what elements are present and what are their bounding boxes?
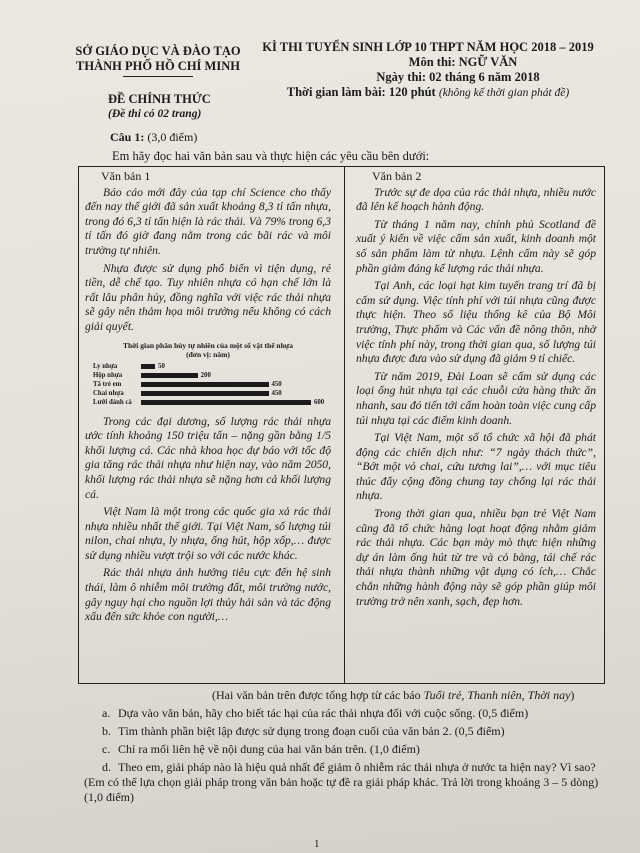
text-2-paragraph-2: Từ tháng 1 năm nay, chính phủ Scotland đề xuất ý kiến về việc cấm sản xuất, kinh doanh một số sản phẩm làm từ nhựa. Lệnh cấm này sẽ góp phần giảm đáng kể lượng rác thải nhựa. [356, 217, 596, 275]
question-1-label: Câu 1: [110, 130, 145, 144]
chart-category-label: Hộp nhựa [93, 371, 123, 379]
chart-row [85, 389, 331, 398]
text-2-paragraph-4: Từ năm 2019, Đài Loan sẽ cấm sử dụng các loại ống hút nhựa tại các chuỗi cửa hàng thức ăn nhanh, sau đó tiến tới cấm hoàn toàn việc cung cấp túi nhựa tại các điểm kinh doanh. [356, 369, 596, 427]
task-c-text: Chỉ ra mối liên hệ về nội dung của hai văn bản trên. (1,0 điểm) [118, 742, 420, 756]
chart-bar [141, 382, 269, 387]
source-suffix: ) [570, 688, 575, 702]
pages-note: (Đề thi có 02 trang) [108, 108, 202, 120]
task-a-letter: a. [102, 706, 111, 720]
exam-duration-note: (không kể thời gian phát đề) [438, 87, 570, 99]
decomposition-chart [85, 341, 331, 407]
page-number: 1 [314, 838, 320, 850]
department-line-1: SỞ GIÁO DỤC VÀ ĐÀO TẠO [75, 44, 241, 58]
task-d-letter: d. [102, 760, 111, 774]
task-b-text: Tìm thành phần biệt lập được sử dụng trong đoạn cuối của văn bản 2. (0,5 điểm) [118, 724, 505, 738]
chart-bar [141, 400, 311, 405]
task-d [84, 760, 604, 805]
question-1-intro: Em hãy đọc hai văn bản sau và thực hiện các yêu cầu bên dưới: [112, 149, 430, 163]
chart-bar [141, 373, 198, 378]
chart-value-label: 50 [158, 362, 165, 370]
text-2-paragraph-6: Trong thời gian qua, nhiều bạn trẻ Việt Nam cũng đã tổ chức hàng loạt hoạt động nhằm giảm rác thải nhựa. Các bạn mày mò thực hiện những dự án làm ống hút từ tre và cỏ bàng, tái chế rác thải nhựa thành những vật dụng có ích,… Chắc chắn những hành động này sẽ góp phần giúp môi trường trở nên xanh, sạch, đẹp hơn. [356, 507, 596, 608]
task-b-letter: b. [102, 724, 111, 738]
source-prefix: (Hai văn bản trên được tổng hợp từ các báo [212, 688, 424, 702]
chart-bar [141, 391, 269, 396]
task-c [102, 742, 420, 757]
text-1-paragraph-4: Việt Nam là một trong các quốc gia xả rác thải nhựa nhiều nhất thế giới. Tại Việt Nam, số lượng túi nilon, chai nhựa, ly nhựa, ống hút, hộp xốp,… được sử dụng nhiều vượt trội so với các nước khác. [85, 505, 331, 562]
text-1-heading: Văn bản 1 [101, 169, 151, 183]
chart-bars [85, 362, 331, 407]
source-papers: Tuổi trẻ, Thanh niên, Thời nay [423, 688, 571, 702]
department-line-2: THÀNH PHỐ HỒ CHÍ MINH [76, 59, 240, 73]
task-b [102, 724, 505, 739]
task-a-text: Dựa vào văn bản, hãy cho biết tác hại của rác thải nhựa đối với cuộc sống. (0,5 điểm) [118, 706, 529, 720]
text-2-paragraph-3: Tại Anh, các loại hạt kim tuyến trang trí đã bị cấm sử dụng. Việc tính phí với túi nhựa cũng được thực hiện. Theo số liệu thống kê của Bộ Môi trường, Thực phẩm và Các vấn đề nông thôn, nhờ việc tính phí này, trong thời gian qua, số lượng túi nhựa được đưa vào sử dụng đã giảm 9 tỉ chiếc. [356, 279, 596, 366]
official-label [108, 92, 211, 122]
task-d-text: Theo em, giải pháp nào là hiệu quả nhất để giảm ô nhiễm rác thải nhựa ở nước ta hiện nay? Vì sao? (Em có thể lựa chọn giải pháp trong văn bản hoặc tự đề ra giải pháp khác. Trả lời trong khoảng 3 – 5 dòng) (1,0 điểm) [84, 760, 599, 804]
department-header [58, 44, 258, 77]
exam-date: Ngày thi: 02 tháng 6 năm 2018 [376, 70, 540, 84]
task-c-letter: c. [102, 742, 111, 756]
chart-unit: (đơn vị: năm) [186, 349, 230, 359]
chart-category-label: Ly nhựa [93, 362, 118, 370]
text-2-column [356, 167, 596, 683]
chart-category-label: Lưới đánh cá [93, 398, 132, 406]
chart-row [85, 371, 331, 380]
chart-row [85, 362, 331, 371]
chart-row [85, 398, 331, 407]
text-2-heading: Văn bản 2 [372, 169, 422, 183]
text-1-paragraph-3: Trong các đại dương, số lượng rác thải nhựa ước tính khoảng 150 triệu tấn – nặng gần bằng 1/5 khối lượng cá. Các nhà khoa học dự báo với tốc độ gia tăng rác thải nhựa như hiện nay, vào năm 2050, khối lượng rác thải nhựa sẽ nặng hơn cả khối lượng cá. [85, 414, 331, 501]
chart-value-label: 450 [271, 389, 282, 397]
task-a [102, 706, 528, 721]
chart-category-label: Tã trẻ em [93, 380, 122, 388]
text-1-column [85, 167, 331, 683]
exam-duration-main: Thời gian làm bài: 120 phút [286, 85, 436, 99]
text-1-paragraph-2: Nhựa được sử dụng phổ biến vì tiện dụng, rẻ tiền, dễ chế tạo. Tuy nhiên nhựa có hạn chế lớn là rất lâu phân hủy, đồng nghĩa với việc rác thải nhựa sẽ gây nên thảm họa môi trường nếu không có cách giải quyết. [85, 261, 331, 333]
chart-row [85, 380, 331, 389]
column-divider [344, 167, 345, 683]
exam-duration [258, 85, 598, 101]
chart-category-label: Chai nhựa [93, 389, 124, 397]
exam-subject: Môn thi: NGỮ VĂN [408, 55, 518, 69]
chart-title: Thời gian phân hủy tự nhiên của một số vật thể nhựa [122, 340, 294, 350]
source-note [212, 688, 574, 703]
question-1-points: (3,0 điểm) [147, 130, 198, 144]
text-1-paragraph-1: Báo cáo mới đây của tạp chí Science cho thấy đến nay thế giới đã sản xuất khoảng 8,3 tỉ tấn nhựa, trong đó 6,3 tỉ tấn hiện là rác thải. Và 79% trong 6,3 tỉ tấn đó giờ đang nằm trong các bãi rác và môi trường tự nhiên. [85, 185, 331, 257]
question-1-title [110, 130, 197, 145]
chart-value-label: 600 [314, 398, 325, 406]
text-1-paragraph-5: Rác thải nhựa ảnh hưởng tiêu cực đến hệ sinh thái, làm ô nhiễm môi trường đất, môi trường nước, gây nguy hại cho nguồn lợi thủy hải sản và tác động xấu đến sức khỏe con người,… [85, 566, 331, 624]
text-2-paragraph-1: Trước sự đe dọa của rác thải nhựa, nhiều nước đã lên kế hoạch hành động. [356, 185, 596, 214]
chart-value-label: 200 [200, 371, 211, 379]
chart-bar [141, 364, 155, 369]
text-2-paragraph-5: Tại Việt Nam, một số tổ chức xã hội đã phát động các chiến dịch như: “7 ngày thách thức”, “Bớt một vỏ chai, cứu tương lai”,… với mục tiêu thúc đẩy cộng đồng chung tay chống lại rác thải nhựa. [356, 431, 596, 503]
chart-value-label: 450 [271, 380, 282, 388]
exam-title: KÌ THI TUYỂN SINH LỚP 10 THPT NĂM HỌC 2018 – 2019 [262, 40, 594, 54]
texts-box [78, 166, 605, 684]
header-underline [123, 76, 193, 77]
exam-header [258, 40, 598, 101]
official-title: ĐỀ CHÍNH THỨC [108, 92, 211, 106]
